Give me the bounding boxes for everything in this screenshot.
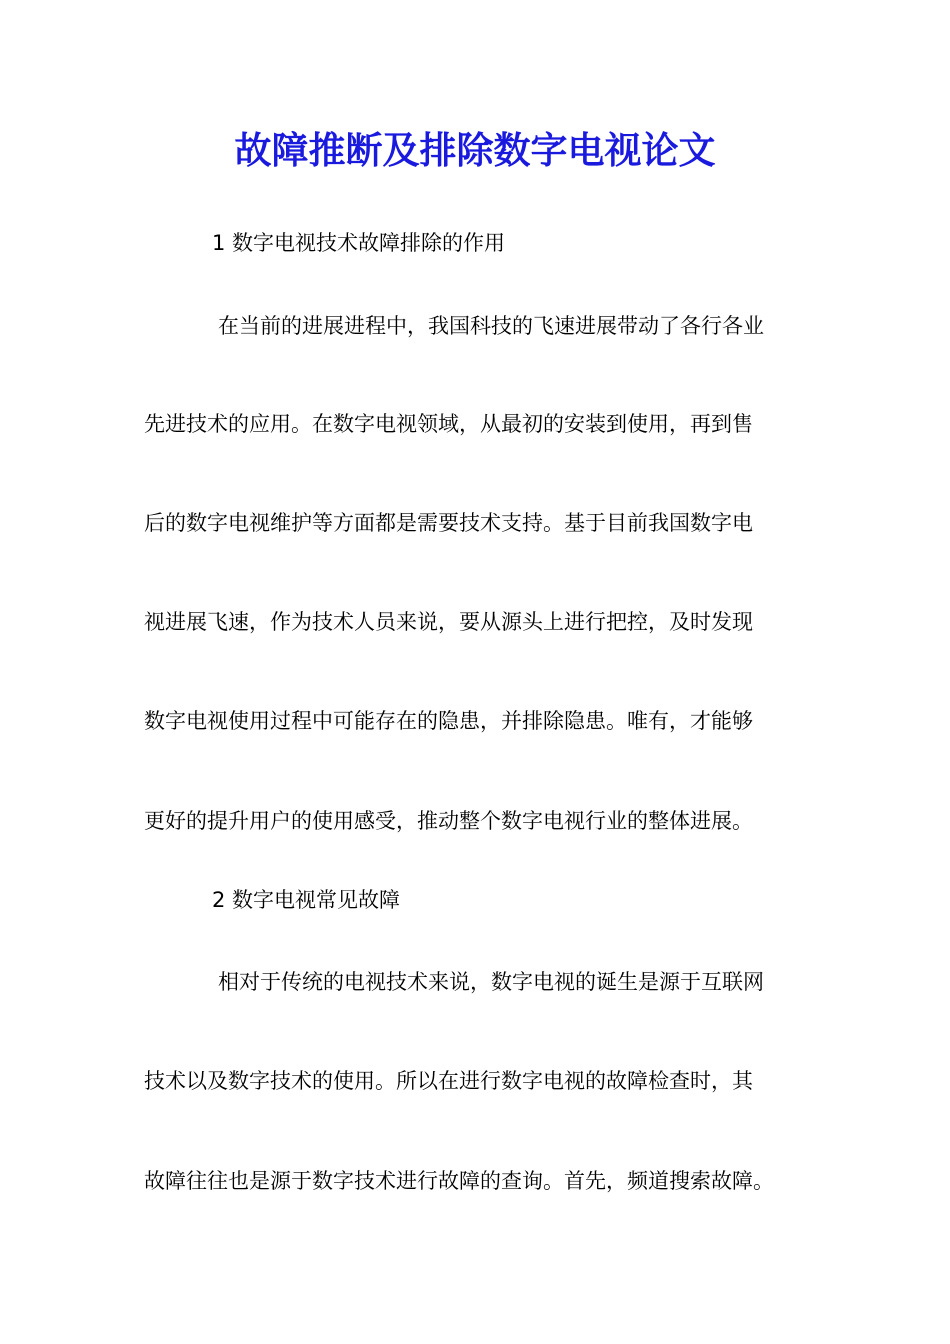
- paragraph-line: 数字电视使用过程中可能存在的隐患，并排除隐患。唯有，才能够: [144, 709, 753, 733]
- section-heading-1: 1 数字电视技术故障排除的作用: [212, 231, 506, 255]
- paragraph-line: 技术以及数字技术的使用。所以在进行数字电视的故障检查时，其: [144, 1069, 753, 1093]
- section-heading-2: 2 数字电视常见故障: [212, 888, 401, 912]
- paragraph-line: 更好的提升用户的使用感受，推动整个数字电视行业的整体进展。: [144, 809, 753, 833]
- paragraph-line: 故障往往也是源于数字技术进行故障的查询。首先，频道搜索故障。: [144, 1169, 774, 1193]
- paragraph-line: 后的数字电视维护等方面都是需要技术支持。基于目前我国数字电: [144, 511, 753, 535]
- paragraph-line: 视进展飞速，作为技术人员来说，要从源头上进行把控，及时发现: [144, 610, 753, 634]
- paragraph-line: 先进技术的应用。在数字电视领域，从最初的安装到使用，再到售: [144, 412, 753, 436]
- paragraph-line: 相对于传统的电视技术来说，数字电视的诞生是源于互联网: [218, 970, 764, 994]
- document-title: 故障推断及排除数字电视论文: [234, 128, 716, 172]
- paragraph-line: 在当前的进展进程中，我国科技的飞速进展带动了各行各业: [218, 314, 764, 338]
